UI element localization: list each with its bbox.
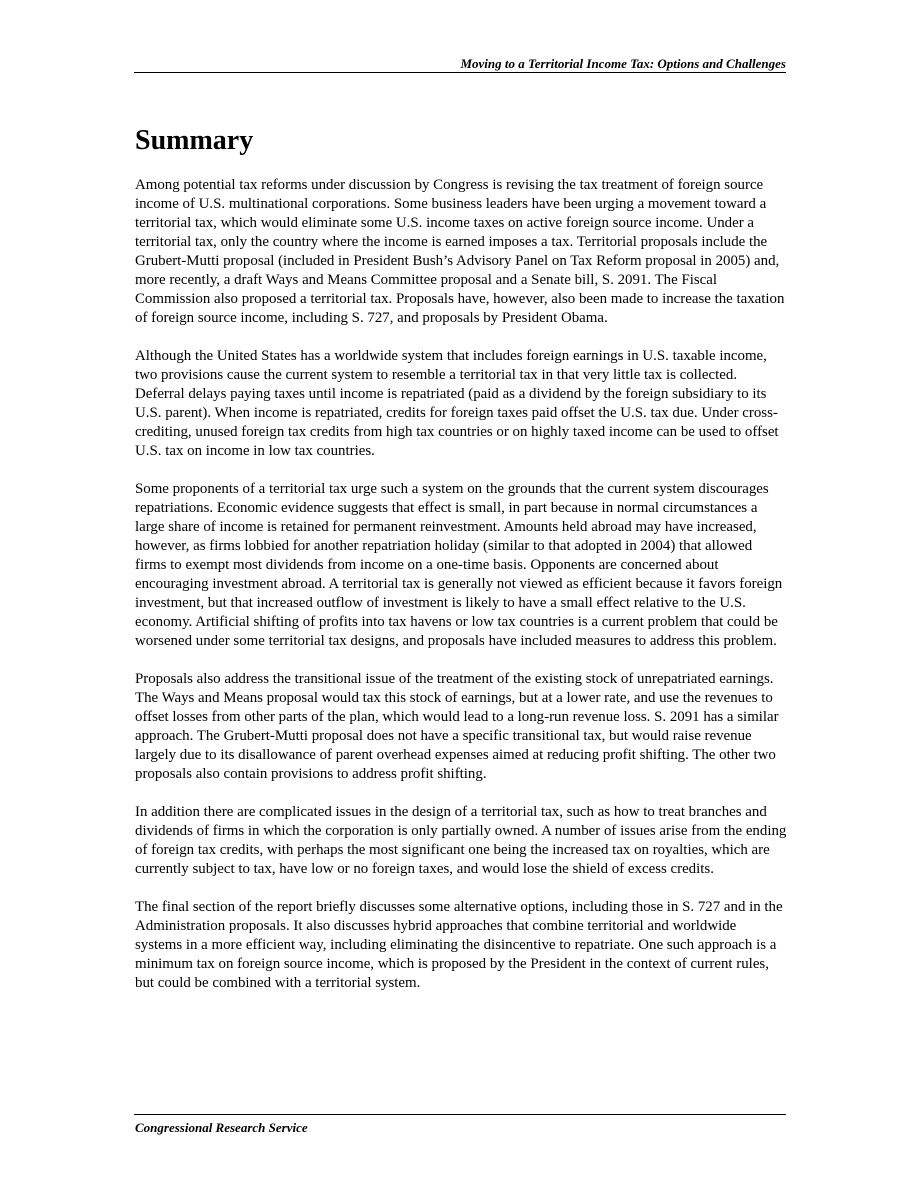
summary-paragraph-1: Among potential tax reforms under discussion by Congress is revising the tax treatment of foreign source income of U.S. multinational corporations. Some business leaders have been urging a movement toward a territorial tax, which would eliminate some U.S. income taxes on active foreign source income. Under a territorial tax, only the country where the income is earned imposes a tax. Territorial proposals include the Grubert-Mutti proposal (included in President Bush’s Advisory Panel on Tax Reform proposal in 2005) and, more recently, a draft Ways and Means Committee proposal and a Senate bill, S. 2091. The Fiscal Commission also proposed a territorial tax. Proposals have, however, also been made to increase the taxation of foreign source income, including S. 727, and proposals by President Obama.: [135, 177, 785, 326]
summary-paragraph-4: Proposals also address the transitional issue of the treatment of the existing stock of unrepatriated earnings. The Ways and Means proposal would tax this stock of earnings, but at a lower rate, and use the revenues to offset losses from other parts of the plan, which would lead to a long-run revenue loss. S. 2091 has a similar approach. The Grubert-Mutti proposal does not have a specific transitional tax, but would raise revenue largely due to its disallowance of parent overhead expenses aimed at reducing profit shifting. The other two proposals also contain provisions to address profit shifting.: [135, 671, 779, 782]
running-header: Moving to a Territorial Income Tax: Options and Challenges: [460, 56, 786, 71]
summary-paragraph-3: Some proponents of a territorial tax urge such a system on the grounds that the current system discourages repatriations. Economic evidence suggests that effect is small, in part because in normal circumstances a large share of income is retained for permanent reinvestment. Amounts held abroad may have increased, however, as firms lobbied for another repatriation holiday (similar to that adopted in 2004) that allowed firms to exempt most dividends from income on a one-time basis. Opponents are concerned about encouraging investment abroad. A territorial tax is generally not viewed as efficient because it favors foreign investment, but that increased outflow of investment is likely to have a small effect relative to the U.S. economy. Artificial shifting of profits into tax havens or low tax countries is a current problem that could be worsened under some territorial tax designs, and proposals have included measures to address this problem.: [135, 481, 783, 649]
page-title: Summary: [135, 125, 254, 156]
summary-body: [135, 176, 787, 1012]
running-footer: Congressional Research Service: [135, 1120, 308, 1135]
footer-divider: [134, 1114, 786, 1115]
summary-paragraph-6: The final section of the report briefly discusses some alternative options, including those in S. 727 and in the Administration proposals. It also discusses hybrid approaches that combine territorial and worldwide systems in a more efficient way, including eliminating the disincentive to repatriate. One such approach is a minimum tax on foreign source income, which is proposed by the President in the context of current rules, but could be combined with a territorial system.: [135, 899, 783, 991]
summary-paragraph-2: Although the United States has a worldwide system that includes foreign earnings in U.S. taxable income, two provisions cause the current system to resemble a territorial tax in that very little tax is collected. Deferral delays paying taxes until income is repatriated (paid as a dividend by the foreign subsidiary to its U.S. parent). When income is repatriated, credits for foreign taxes paid offset the U.S. tax due. Under cross-crediting, unused foreign tax credits from high tax countries or on highly taxed income can be used to offset U.S. tax on income in low tax countries.: [135, 348, 779, 459]
summary-paragraph-5: In addition there are complicated issues in the design of a territorial tax, such as how to treat branches and dividends of firms in which the corporation is only partially owned. A number of issues arise from the ending of foreign tax credits, with perhaps the most significant one being the increased tax on royalties, which are currently subject to tax, have low or no foreign taxes, and would lose the shield of excess credits.: [135, 804, 787, 877]
header-divider: [134, 72, 786, 73]
